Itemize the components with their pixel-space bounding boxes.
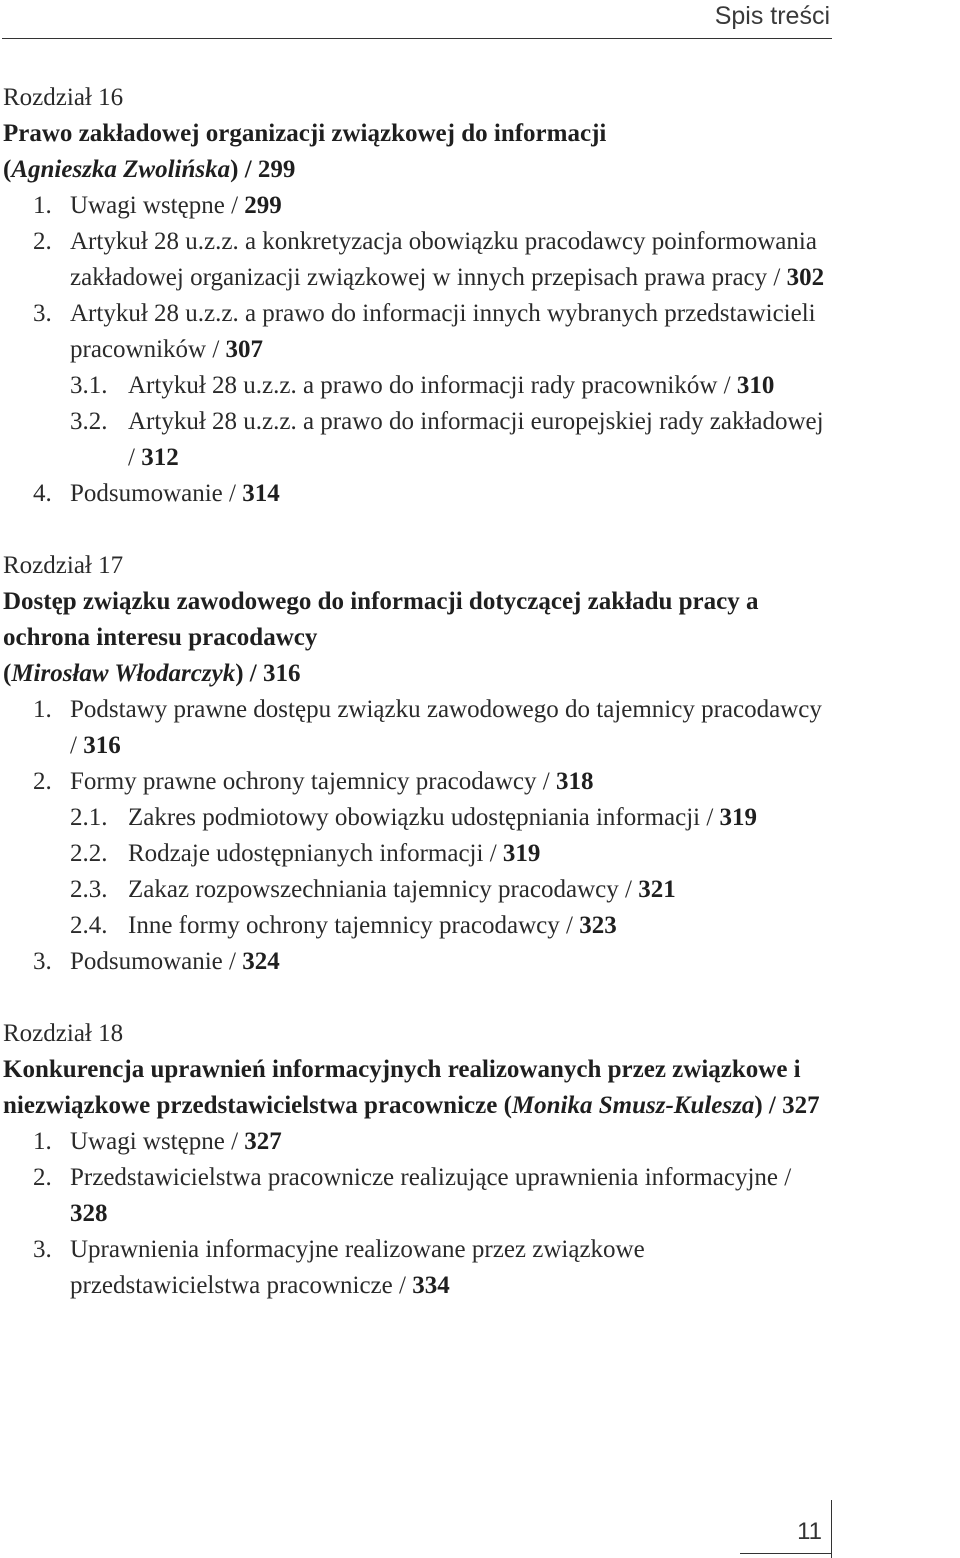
toc-subentry[interactable]: 2.3. Zakaz rozpowszechniania tajemnicy pracodawcy / 321 (70, 876, 676, 903)
entry-page: 312 (141, 444, 179, 471)
chapter-author: Mirosław Włodarczyk (11, 660, 236, 687)
chapter-number-label: Rozdział 17 (3, 552, 124, 579)
chapter-page: 327 (782, 1092, 820, 1119)
entry-page: 310 (736, 372, 775, 399)
table-of-contents (3, 80, 833, 1340)
chapter-title[interactable]: Prawo zakładowej organizacji związkowej do informacji (Agnieszka Zwolińska) / 299 (3, 120, 607, 183)
toc-entry[interactable]: 3. Uprawnienia informacyjne realizowane przez związkowe przedstawicielstwa pracownicze / 334 (33, 1236, 645, 1299)
entry-page: 324 (242, 948, 280, 975)
running-header (0, 0, 960, 44)
chapter-18 (3, 1016, 833, 1304)
chapter-page: 316 (263, 660, 301, 687)
toc-entry[interactable]: 1. Podstawy prawne dostępu związku zawodowego do tajemnicy pracodawcy / 316 (33, 696, 822, 759)
chapter-author: Agnieszka Zwolińska (11, 156, 231, 183)
entry-page: 323 (579, 912, 617, 939)
toc-entry[interactable]: 3. Podsumowanie / 324 (33, 948, 280, 975)
folio-horizontal-rule (740, 1553, 832, 1554)
entry-page: 318 (555, 768, 594, 795)
chapter-author: Monika Smusz-Kulesza (511, 1092, 755, 1119)
folio-vertical-rule (831, 1500, 832, 1558)
entry-page: 321 (638, 876, 676, 903)
toc-entry[interactable]: 1. Uwagi wstępne / 299 (33, 192, 282, 219)
toc-entry[interactable]: 4. Podsumowanie / 314 (33, 480, 280, 507)
toc-subentry[interactable]: 3.1. Artykuł 28 u.z.z. a prawo do informacji rady pracowników / 310 (70, 372, 775, 399)
toc-subentry[interactable]: 3.2. Artykuł 28 u.z.z. a prawo do informacji europejskiej rady zakładowej / 312 (70, 408, 824, 471)
chapter-number-label: Rozdział 16 (3, 84, 124, 111)
entry-page: 302 (786, 264, 825, 291)
toc-entry[interactable]: 2. Artykuł 28 u.z.z. a konkretyzacja obowiązku pracodawcy poinformowania zakładowej organizacji związkowej w innych przepisach prawa pracy / 302 (33, 228, 825, 291)
toc-entry[interactable]: 1. Uwagi wstępne / 327 (33, 1128, 282, 1155)
entry-page: 319 (719, 804, 758, 831)
toc-entry[interactable]: 2. Formy prawne ochrony tajemnicy pracodawcy / 318 (33, 768, 594, 795)
entry-page: 307 (225, 336, 264, 363)
header-rule (2, 38, 832, 39)
entry-page: 314 (242, 480, 280, 507)
entry-page: 328 (70, 1200, 108, 1227)
toc-subentry[interactable]: 2.1. Zakres podmiotowy obowiązku udostępniania informacji / 319 (70, 804, 758, 831)
entry-page: 316 (83, 732, 121, 759)
toc-entry[interactable]: 2. Przedstawicielstwa pracownicze realizujące uprawnienia informacyjne / 328 (33, 1164, 792, 1227)
chapter-title[interactable]: Dostęp związku zawodowego do informacji dotyczącej zakładu pracy a ochrona interesu pracodawcy (Mirosław Włodarczyk) / 316 (3, 588, 759, 687)
chapter-page: 299 (257, 156, 296, 183)
chapter-number-label: Rozdział 18 (3, 1020, 124, 1047)
chapter-title[interactable]: Konkurencja uprawnień informacyjnych realizowanych przez związkowe i niezwiązkowe przedstawicielstwa pracownicze (Monika Smusz-Kulesza) / 327 (3, 1056, 820, 1119)
page-folio (740, 1500, 832, 1558)
running-title: Spis treści (714, 2, 830, 30)
toc-entry[interactable]: 3. Artykuł 28 u.z.z. a prawo do informacji innych wybranych przedstawicieli pracowników / 307 (33, 300, 816, 363)
entry-page: 334 (412, 1272, 450, 1299)
toc-subentry[interactable]: 2.4. Inne formy ochrony tajemnicy pracodawcy / 323 (70, 912, 617, 939)
toc-subentry[interactable]: 2.2. Rodzaje udostępnianych informacji / 319 (70, 840, 541, 867)
page-number: 11 (797, 1518, 822, 1545)
entry-page: 319 (502, 840, 541, 867)
chapter-16 (3, 80, 833, 512)
entry-page: 299 (244, 192, 282, 219)
entry-page: 327 (244, 1128, 282, 1155)
chapter-17 (3, 548, 833, 980)
